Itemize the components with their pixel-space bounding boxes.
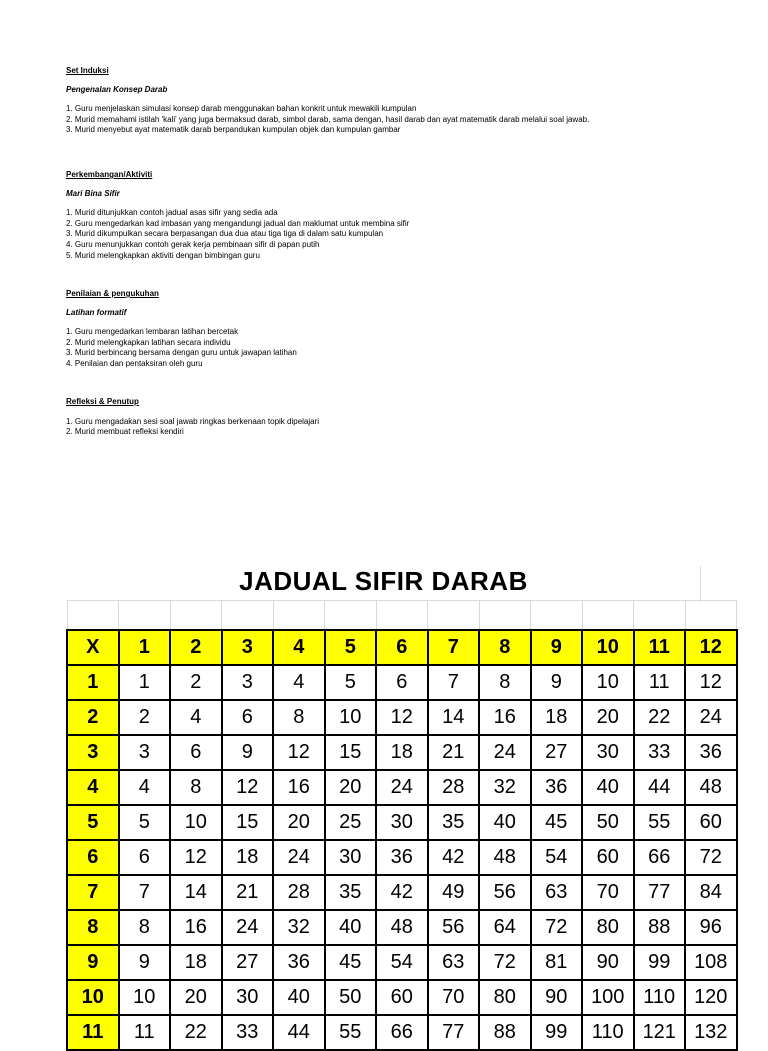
empty-cell	[67, 601, 119, 631]
row-header: 11	[67, 1015, 119, 1050]
product-cell: 63	[428, 945, 480, 980]
product-cell: 110	[582, 1015, 634, 1050]
product-cell: 18	[222, 840, 274, 875]
product-cell: 96	[685, 910, 737, 945]
table-row	[67, 770, 737, 805]
product-cell: 7	[428, 665, 480, 700]
row-header: 1	[67, 665, 119, 700]
product-cell: 12	[222, 770, 274, 805]
list-item: 1. Guru mengadakan sesi soal jawab ringkas berkenaan topik dipelajari	[66, 416, 320, 426]
list-item: 2. Guru mengedarkan kad imbasan yang mengandungi jadual dan maklumat untuk membina sifir	[66, 218, 410, 228]
empty-cell	[479, 601, 531, 631]
product-cell: 120	[685, 980, 737, 1015]
product-cell: 22	[170, 1015, 222, 1050]
product-cell: 50	[582, 805, 634, 840]
product-cell: 20	[170, 980, 222, 1015]
table-row	[67, 805, 737, 840]
product-cell: 55	[634, 805, 686, 840]
table-row	[67, 700, 737, 735]
product-cell: 99	[634, 945, 686, 980]
product-cell: 90	[582, 945, 634, 980]
product-cell: 14	[170, 875, 222, 910]
product-cell: 27	[222, 945, 274, 980]
product-cell: 121	[634, 1015, 686, 1050]
product-cell: 77	[428, 1015, 480, 1050]
product-cell: 24	[685, 700, 737, 735]
column-header: 3	[222, 630, 274, 665]
product-cell: 30	[582, 735, 634, 770]
product-cell: 18	[531, 700, 583, 735]
product-cell: 60	[582, 840, 634, 875]
list-item: 5. Murid melengkapkan aktiviti dengan bimbingan guru	[66, 250, 260, 260]
product-cell: 4	[170, 700, 222, 735]
product-cell: 18	[170, 945, 222, 980]
product-cell: 8	[273, 700, 325, 735]
product-cell: 30	[376, 805, 428, 840]
product-cell: 45	[325, 945, 377, 980]
product-cell: 80	[479, 980, 531, 1015]
column-header: 10	[582, 630, 634, 665]
product-cell: 64	[479, 910, 531, 945]
product-cell: 60	[376, 980, 428, 1015]
product-cell: 45	[531, 805, 583, 840]
list-item: 2. Murid membuat refleksi kendiri	[66, 427, 184, 437]
product-cell: 9	[531, 665, 583, 700]
product-cell: 8	[479, 665, 531, 700]
product-cell: 4	[273, 665, 325, 700]
product-cell: 70	[582, 875, 634, 910]
corner-cell: X	[67, 630, 119, 665]
list-item: 4. Penilaian dan pentaksiran oleh guru	[66, 358, 203, 368]
row-header: 2	[67, 700, 119, 735]
list-item: 3. Murid berbincang bersama dengan guru untuk jawapan latihan	[66, 348, 297, 358]
product-cell: 25	[325, 805, 377, 840]
product-cell: 8	[170, 770, 222, 805]
product-cell: 63	[531, 875, 583, 910]
product-cell: 40	[273, 980, 325, 1015]
section-title: Perkembangan/Aktiviti	[66, 170, 153, 179]
table-row	[67, 980, 737, 1015]
empty-cell	[325, 601, 377, 631]
product-cell: 54	[531, 840, 583, 875]
divider	[700, 566, 701, 602]
section-subtitle: Latihan formatif	[66, 307, 127, 317]
table-row	[67, 735, 737, 770]
column-header: 11	[634, 630, 686, 665]
product-cell: 2	[119, 700, 171, 735]
list-item: 2. Murid memahami istilah 'kali' yang juga bermaksud darab, simbol darab, sama dengan, hasil darab dan ayat matematik darab melalui soal jawab.	[66, 114, 590, 124]
list-item: 1. Guru menjelaskan simulasi konsep darab menggunakan bahan konkrit untuk mewakili kumpulan	[66, 104, 417, 114]
product-cell: 44	[634, 770, 686, 805]
product-cell: 21	[428, 735, 480, 770]
product-cell: 48	[479, 840, 531, 875]
product-cell: 4	[119, 770, 171, 805]
section-list	[66, 417, 319, 438]
row-header: 4	[67, 770, 119, 805]
product-cell: 11	[634, 665, 686, 700]
product-cell: 9	[119, 945, 171, 980]
section-list	[66, 104, 589, 136]
column-header: 2	[170, 630, 222, 665]
product-cell: 20	[325, 770, 377, 805]
row-header: 8	[67, 910, 119, 945]
product-cell: 3	[222, 665, 274, 700]
product-cell: 20	[273, 805, 325, 840]
product-cell: 48	[685, 770, 737, 805]
table-row	[67, 945, 737, 980]
table-row	[67, 665, 737, 700]
column-header: 4	[273, 630, 325, 665]
product-cell: 40	[479, 805, 531, 840]
product-cell: 6	[376, 665, 428, 700]
product-cell: 99	[531, 1015, 583, 1050]
product-cell: 24	[222, 910, 274, 945]
table-title: JADUAL SIFIR DARAB	[239, 566, 528, 596]
product-cell: 10	[170, 805, 222, 840]
section-title: Penilaian & pengukuhan	[66, 289, 159, 298]
product-cell: 20	[582, 700, 634, 735]
section-set-induksi	[66, 66, 589, 136]
row-header: 7	[67, 875, 119, 910]
product-cell: 3	[119, 735, 171, 770]
product-cell: 18	[376, 735, 428, 770]
product-cell: 44	[273, 1015, 325, 1050]
product-cell: 54	[376, 945, 428, 980]
product-cell: 66	[634, 840, 686, 875]
product-cell: 22	[634, 700, 686, 735]
product-cell: 10	[325, 700, 377, 735]
column-header: 5	[325, 630, 377, 665]
empty-cell	[222, 601, 274, 631]
product-cell: 72	[685, 840, 737, 875]
product-cell: 28	[428, 770, 480, 805]
section-perkembangan	[66, 170, 409, 261]
list-item: 3. Murid dikumpulkan secara berpasangan dua dua atau tiga tiga di dalam satu kumpulan	[66, 229, 384, 239]
product-cell: 2	[170, 665, 222, 700]
section-refleksi	[66, 397, 319, 438]
product-cell: 11	[119, 1015, 171, 1050]
product-cell: 14	[428, 700, 480, 735]
product-cell: 66	[376, 1015, 428, 1050]
product-cell: 16	[170, 910, 222, 945]
product-cell: 88	[634, 910, 686, 945]
product-cell: 16	[479, 700, 531, 735]
empty-cell	[582, 601, 634, 631]
product-cell: 36	[685, 735, 737, 770]
product-cell: 35	[428, 805, 480, 840]
product-cell: 32	[273, 910, 325, 945]
product-cell: 56	[479, 875, 531, 910]
empty-cell	[119, 601, 171, 631]
column-header: 9	[531, 630, 583, 665]
product-cell: 21	[222, 875, 274, 910]
product-cell: 42	[376, 875, 428, 910]
product-cell: 40	[582, 770, 634, 805]
product-cell: 9	[222, 735, 274, 770]
table-row	[67, 1015, 737, 1050]
product-cell: 100	[582, 980, 634, 1015]
product-cell: 70	[428, 980, 480, 1015]
product-cell: 30	[222, 980, 274, 1015]
empty-cell	[685, 601, 737, 631]
product-cell: 36	[531, 770, 583, 805]
product-cell: 40	[325, 910, 377, 945]
product-cell: 24	[273, 840, 325, 875]
empty-cell	[376, 601, 428, 631]
product-cell: 90	[531, 980, 583, 1015]
product-cell: 8	[119, 910, 171, 945]
product-cell: 16	[273, 770, 325, 805]
section-title: Refleksi & Penutup	[66, 397, 139, 406]
empty-cell	[170, 601, 222, 631]
product-cell: 6	[222, 700, 274, 735]
section-subtitle: Pengenalan Konsep Darab	[66, 84, 168, 94]
list-item: 2. Murid melengkapkan latihan secara individu	[66, 337, 231, 347]
section-title: Set Induksi	[66, 66, 109, 75]
section-subtitle: Mari Bina Sifir	[66, 188, 120, 198]
product-cell: 80	[582, 910, 634, 945]
product-cell: 72	[531, 910, 583, 945]
product-cell: 24	[479, 735, 531, 770]
product-cell: 60	[685, 805, 737, 840]
product-cell: 36	[376, 840, 428, 875]
product-cell: 81	[531, 945, 583, 980]
product-cell: 10	[119, 980, 171, 1015]
product-cell: 10	[582, 665, 634, 700]
product-cell: 84	[685, 875, 737, 910]
column-header: 12	[685, 630, 737, 665]
product-cell: 108	[685, 945, 737, 980]
product-cell: 12	[685, 665, 737, 700]
empty-cell	[634, 601, 686, 631]
row-header: 3	[67, 735, 119, 770]
product-cell: 5	[119, 805, 171, 840]
column-header: 8	[479, 630, 531, 665]
product-cell: 24	[376, 770, 428, 805]
list-item: 4. Guru menunjukkan contoh gerak kerja pembinaan sifir di papan putih	[66, 239, 320, 249]
product-cell: 49	[428, 875, 480, 910]
product-cell: 12	[273, 735, 325, 770]
section-penilaian	[66, 289, 297, 370]
product-cell: 35	[325, 875, 377, 910]
empty-cell	[531, 601, 583, 631]
product-cell: 72	[479, 945, 531, 980]
column-header: 6	[376, 630, 428, 665]
product-cell: 6	[170, 735, 222, 770]
multiplication-table	[66, 600, 738, 1051]
list-item: 1. Murid ditunjukkan contoh jadual asas sifir yang sedia ada	[66, 208, 278, 218]
product-cell: 28	[273, 875, 325, 910]
product-cell: 32	[479, 770, 531, 805]
table-row	[67, 910, 737, 945]
product-cell: 6	[119, 840, 171, 875]
list-item: 3. Murid menyebut ayat matematik darab berpandukan kumpulan objek dan kumpulan gambar	[66, 125, 401, 135]
product-cell: 33	[634, 735, 686, 770]
product-cell: 12	[170, 840, 222, 875]
product-cell: 27	[531, 735, 583, 770]
product-cell: 42	[428, 840, 480, 875]
product-cell: 1	[119, 665, 171, 700]
table-row	[67, 840, 737, 875]
table-row	[67, 875, 737, 910]
empty-cell	[428, 601, 480, 631]
product-cell: 110	[634, 980, 686, 1015]
product-cell: 12	[376, 700, 428, 735]
product-cell: 88	[479, 1015, 531, 1050]
product-cell: 5	[325, 665, 377, 700]
product-cell: 33	[222, 1015, 274, 1050]
product-cell: 36	[273, 945, 325, 980]
product-cell: 48	[376, 910, 428, 945]
product-cell: 56	[428, 910, 480, 945]
section-list	[66, 208, 409, 261]
product-cell: 132	[685, 1015, 737, 1050]
list-item: 1. Guru mengedarkan lembaran latihan bercetak	[66, 327, 239, 337]
product-cell: 7	[119, 875, 171, 910]
product-cell: 77	[634, 875, 686, 910]
column-header: 1	[119, 630, 171, 665]
row-header: 6	[67, 840, 119, 875]
spacer-row	[67, 601, 737, 631]
header-row	[67, 630, 737, 665]
empty-cell	[273, 601, 325, 631]
product-cell: 50	[325, 980, 377, 1015]
row-header: 5	[67, 805, 119, 840]
column-header: 7	[428, 630, 480, 665]
row-header: 9	[67, 945, 119, 980]
product-cell: 55	[325, 1015, 377, 1050]
product-cell: 30	[325, 840, 377, 875]
row-header: 10	[67, 980, 119, 1015]
product-cell: 15	[222, 805, 274, 840]
product-cell: 15	[325, 735, 377, 770]
section-list	[66, 327, 297, 369]
